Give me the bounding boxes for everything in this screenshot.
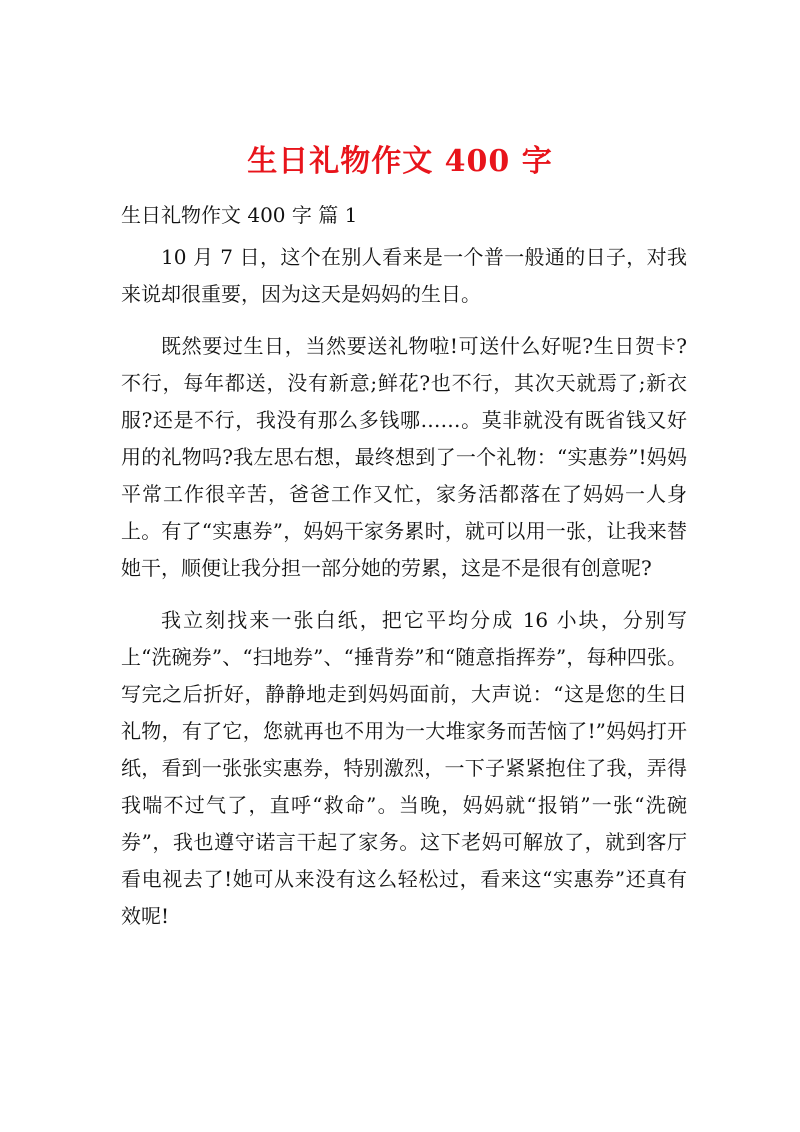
paragraph-3: 我立刻找来一张白纸，把它平均分成 16 小块，分别写上“洗碗券”、“扫地券”、“捶背券”和“随意指挥券”，每种四张。写完之后折好，静静地走到妈妈面前，大声说：“这是您的生日礼物，有了它，您就再也不用为一大堆家务而苦恼了!”妈妈打开纸，看到一张张实惠券，特别激烈，一下子紧紧抱住了我，弄得我喘不过气了，直呼“救命”。当晚，妈妈就“报销”一张“洗碗券”，我也遵守诺言干起了家务。这下老妈可解放了，就到客厅看电视去了!她可从来没有这么轻松过，看来这“实惠券”还真有效呢!	[121, 608, 687, 928]
article-body	[121, 197, 687, 935]
paragraph-1: 10 月 7 日，这个在别人看来是一个普一般通的日子，对我来说却很重要，因为这天是妈妈的生日。	[121, 245, 687, 306]
section-heading: 生日礼物作文 400 字 篇 1	[121, 203, 358, 227]
paragraph-2: 既然要过生日，当然要送礼物啦!可送什么好呢?生日贺卡?不行，每年都送，没有新意;鲜花?也不行，其次天就焉了;新衣服?还是不行，我没有那么多钱哪……。莫非就没有既省钱又好用的礼物吗?我左思右想，最终想到了一个礼物：“实惠券”!妈妈平常工作很辛苦，爸爸工作又忙，家务活都落在了妈妈一人身上。有了“实惠券”，妈妈干家务累时，就可以用一张，让我来替她干，顺便让我分担一部分她的劳累，这是不是很有创意呢?	[121, 334, 687, 580]
page-title: 生日礼物作文 400 字	[247, 144, 553, 180]
